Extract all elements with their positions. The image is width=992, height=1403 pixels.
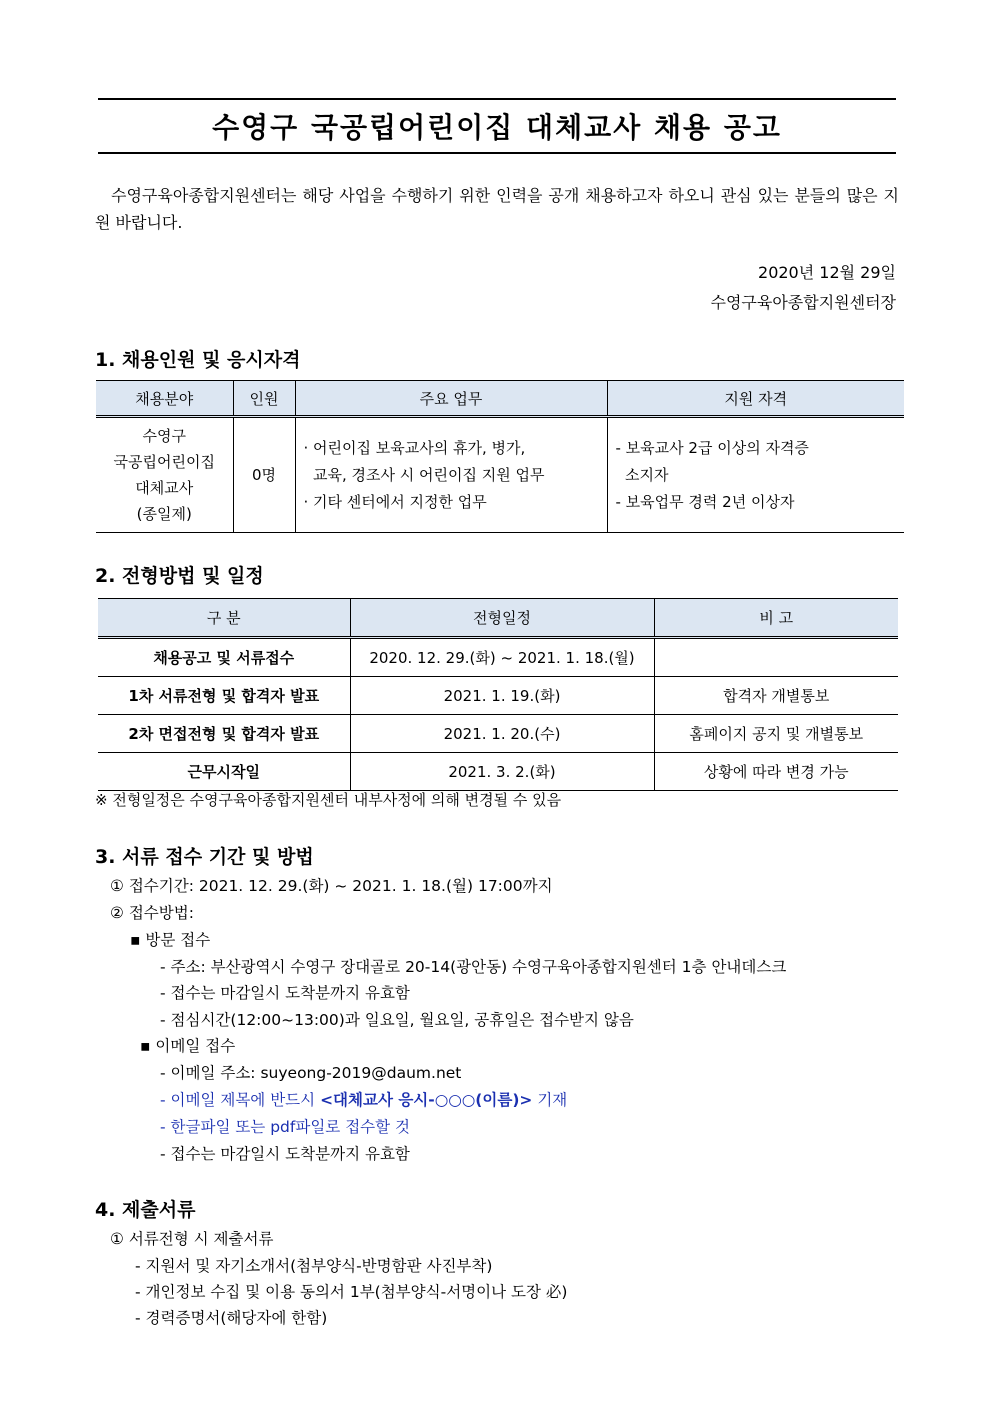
field-line: 수영구: [142, 427, 186, 445]
row-note: [654, 638, 898, 677]
field-line: 대체교사: [135, 479, 194, 497]
count-cell: 0명: [233, 417, 295, 533]
issuer: 수영구육아종합지원센터장: [710, 293, 896, 312]
row-note: 상황에 따라 변경 가능: [654, 753, 898, 791]
recruitment-table: [96, 380, 904, 533]
header-field: 채용분야: [96, 381, 233, 417]
qualification-line: - 보육교사 2급 이상의 자격증: [615, 438, 809, 457]
visit-item: - 접수는 마감일시 도착분까지 유효함: [160, 984, 410, 1002]
section2-title: 2. 전형방법 및 일정: [95, 565, 264, 587]
header-category: 구 분: [98, 599, 350, 638]
table-row: [98, 753, 898, 791]
issue-date: 2020년 12월 29일: [758, 263, 896, 282]
header-count: 인원: [233, 381, 295, 417]
field-line: (종일제): [136, 505, 192, 523]
section1-title: 1. 채용인원 및 응시자격: [95, 349, 301, 371]
doc-item: - 지원서 및 자기소개서(첨부양식-반명함판 사진부착): [135, 1257, 493, 1275]
qualification-line: - 보육업무 경력 2년 이상자: [615, 492, 795, 511]
email-address: - 이메일 주소: suyeong-2019@daum.net: [160, 1064, 462, 1082]
section4-title: 4. 제출서류: [95, 1199, 196, 1221]
row-note: 홈페이지 공지 및 개별통보: [654, 715, 898, 753]
table-row: [98, 715, 898, 753]
header-schedule: 전형일정: [350, 599, 654, 638]
issue-info: [711, 258, 896, 318]
table-row: [96, 417, 904, 533]
visit-title: ▪ 방문 접수: [130, 931, 211, 949]
visit-item: - 주소: 부산광역시 수영구 장대골로 20-14(광안동) 수영구육아종합지원센터 1층 안내데스크: [160, 958, 787, 976]
table-header-row: [98, 599, 898, 638]
schedule-footnote: ※ 전형일정은 수영구육아종합지원센터 내부사정에 의해 변경될 수 있음: [95, 791, 562, 809]
row-schedule: 2021. 1. 20.(수): [350, 715, 654, 753]
email-subject-prefix: - 이메일 제목에 반드시: [160, 1091, 321, 1109]
duty-line: 교육, 경조사 시 어린이집 지원 업무: [303, 465, 545, 484]
period-line: ① 접수기간: 2021. 12. 29.(화) ~ 2021. 1. 18.(월) 17:00까지: [110, 877, 553, 895]
qualifications-cell: [607, 417, 904, 533]
qualification-line: 소지자: [615, 465, 669, 484]
duties-cell: [295, 417, 607, 533]
table-header-row: [96, 381, 904, 417]
row-note: 합격자 개별통보: [654, 677, 898, 715]
row-name: 1차 서류전형 및 합격자 발표: [98, 677, 350, 715]
schedule-table: [98, 598, 898, 791]
header-duties: 주요 업무: [295, 381, 607, 417]
docs-sub: ① 서류전형 시 제출서류: [110, 1230, 274, 1248]
duty-line: · 기타 센터에서 지정한 업무: [303, 492, 487, 511]
email-subject-line: [160, 1088, 567, 1110]
intro-paragraph: 수영구육아종합지원센터는 해당 사업을 수행하기 위한 인력을 공개 채용하고자 하오니 관심 있는 분들의 많은 지원 바랍니다.: [95, 186, 899, 232]
method-line: ② 접수방법:: [110, 904, 194, 922]
email-file-line: - 한글파일 또는 pdf파일로 접수할 것: [160, 1118, 411, 1136]
visit-item: - 점심시간(12:00~13:00)과 일요일, 월요일, 공휴일은 접수받지 않음: [160, 1011, 634, 1029]
row-schedule: 2021. 3. 2.(화): [350, 753, 654, 791]
header-qualifications: 지원 자격: [607, 381, 904, 417]
field-cell: [96, 417, 233, 533]
row-name: 채용공고 및 서류접수: [98, 638, 350, 677]
doc-item: - 개인정보 수집 및 이용 동의서 1부(첨부양식-서명이나 도장 必): [135, 1283, 568, 1301]
email-title: ▪ 이메일 접수: [140, 1037, 236, 1055]
table-row: [98, 677, 898, 715]
title-box: [98, 98, 896, 154]
row-schedule: 2020. 12. 29.(화) ~ 2021. 1. 18.(월): [350, 638, 654, 677]
row-name: 2차 면접전형 및 합격자 발표: [98, 715, 350, 753]
page-title: 수영구 국공립어린이집 대체교사 채용 공고: [212, 111, 782, 144]
email-subject-suffix: 기재: [532, 1091, 568, 1109]
header-note: 비 고: [654, 599, 898, 638]
section3-title: 3. 서류 접수 기간 및 방법: [95, 846, 314, 868]
row-name: 근무시작일: [98, 753, 350, 791]
row-schedule: 2021. 1. 19.(화): [350, 677, 654, 715]
email-valid-line: - 접수는 마감일시 도착분까지 유효함: [160, 1145, 410, 1163]
field-line: 국공립어린이집: [113, 453, 215, 471]
table-row: [98, 638, 898, 677]
email-subject-bold: <대체교사 응시-○○○(이름)>: [320, 1091, 533, 1109]
duty-line: · 어린이집 보육교사의 휴가, 병가,: [303, 438, 526, 457]
doc-item: - 경력증명서(해당자에 한함): [135, 1309, 328, 1327]
